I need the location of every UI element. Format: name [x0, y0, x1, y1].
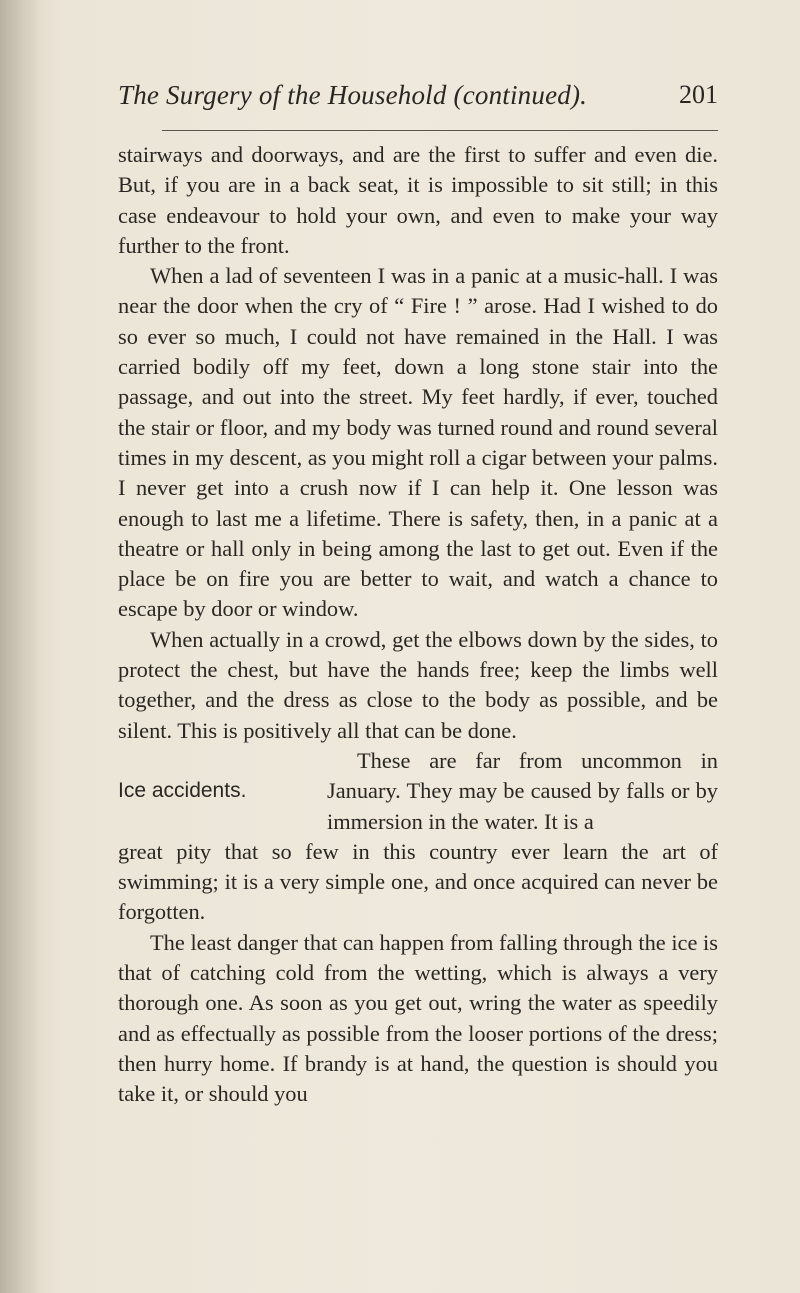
header-rule: [162, 130, 718, 131]
ice-accidents-intro: These are far from uncommon in January. They may be caused by falls or by immersion in the water. It is a: [327, 747, 718, 834]
body-text: [118, 140, 718, 1110]
ice-accidents-intro-column: [327, 746, 718, 837]
page-header: [118, 80, 718, 120]
paragraph-music-hall-panic: When a lad of seventeen I was in a panic at a music-hall. I was near the door when the cry of “ Fire ! ” arose. Had I wished to do so ever so much, I could not have remained in the Hall. I was carried bodily off my feet, down a long stone stair into the passage, and out into the street. My feet hardly, if ever, touched the stair or floor, and my body was turned round and round several times in my descent, as you might roll a cigar between your palms. I never get into a crush now if I can help it. One lesson was enough to last me a lifetime. There is safety, then, in a panic at a theatre or hall only in being among the last to get out. Even if the place be on fire you are better to wait, and watch a chance to escape by door or window.: [118, 263, 718, 622]
paragraph-crowd-seating: stairways and doorways, and are the first to suffer and even die. But, if you are in a back seat, it is impossible to sit still; in this case endeavour to hold your own, and even to make your way further to the front.: [118, 142, 718, 258]
paragraph-swimming: great pity that so few in this country ever learn the art of swimming; it is a very simple one, and once acquired can never be forgotten.: [118, 838, 718, 925]
page-number: 201: [679, 80, 718, 109]
running-title: The Surgery of the Household (continued).: [118, 80, 588, 110]
page-gutter-shadow: [0, 0, 40, 1293]
paragraph-crowd-advice: When actually in a crowd, get the elbows down by the sides, to protect the chest, but have the hands free; keep the limbs well together, and the dress as close to the body as possible, and be silent. This is positively all that can be done.: [118, 626, 718, 743]
side-heading-ice-accidents: Ice accidents.: [118, 778, 247, 802]
ice-accidents-section: [118, 746, 718, 837]
paragraph-falling-through-ice: The least danger that can happen from falling through the ice is that of catching cold from the wetting, which is always a very thorough one. As soon as you get out, wring the water as speedily and as effectually as possible from the looser portions of the dress; then hurry home. If brandy is at hand, the question is should you take it, or should you: [118, 929, 718, 1107]
